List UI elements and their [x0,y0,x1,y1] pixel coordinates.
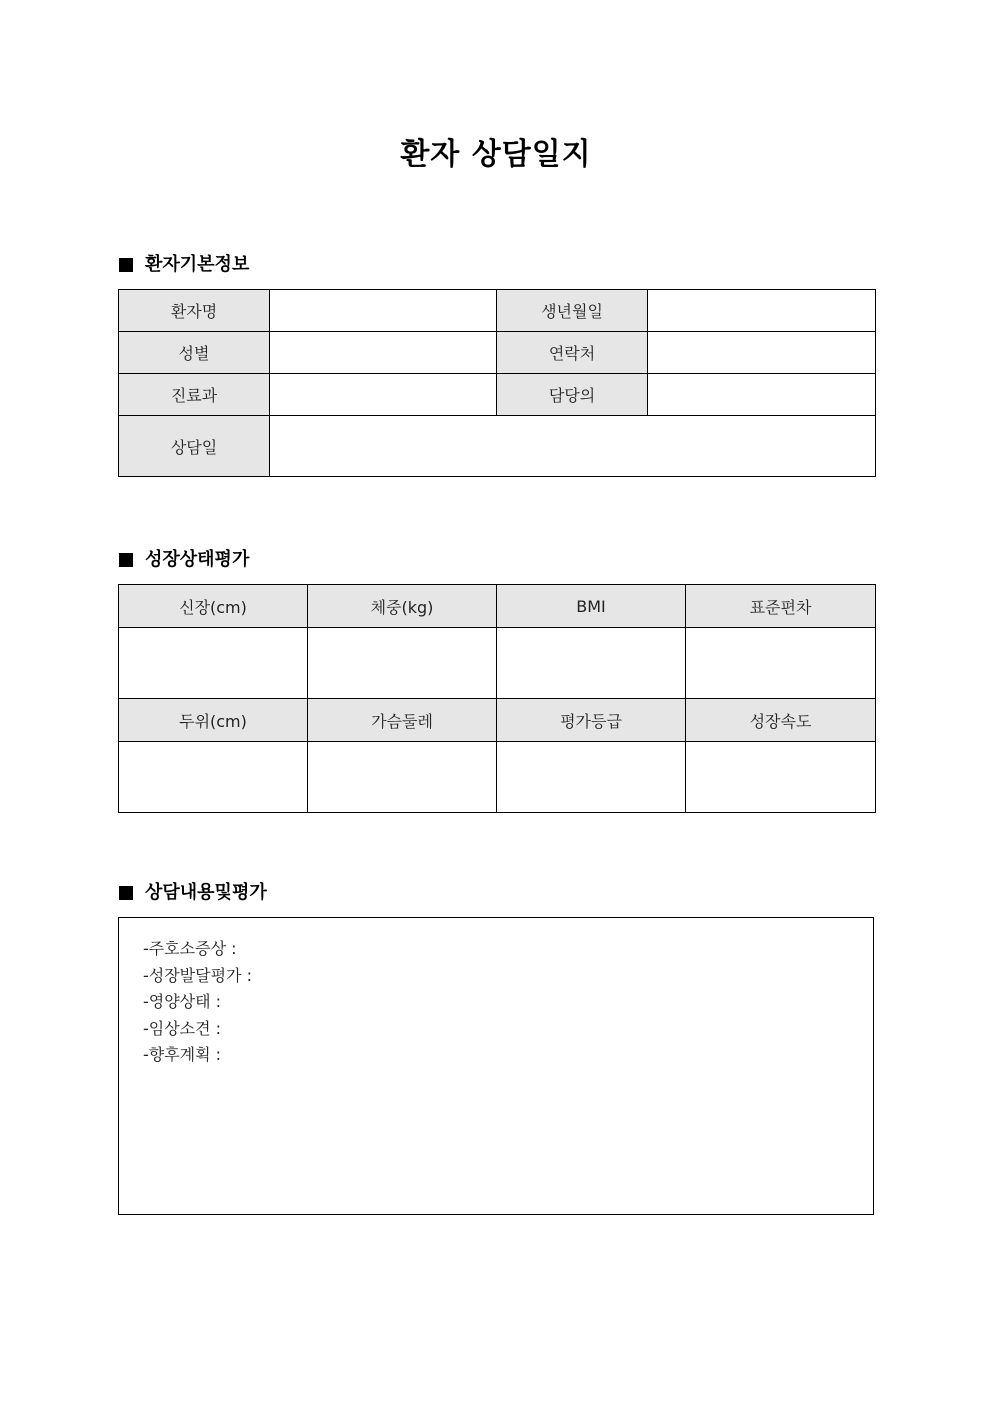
black-square-icon [119,553,133,567]
physician-label: 담당의 [497,374,648,416]
consult-date-label: 상담일 [119,416,270,477]
consult-date-field[interactable] [270,416,876,477]
clinical-findings-line: -임상소견 : [143,1018,222,1038]
table-row [119,628,876,699]
assessment-grade-label: 평가등급 [497,699,686,742]
gender-label: 성별 [119,332,270,374]
development-assessment-line: -성장발달평가 : [143,965,252,985]
section-heading-consultation [119,881,267,905]
bmi-field[interactable] [497,628,686,699]
patient-name-field[interactable] [270,290,497,332]
section-heading-patient-info [119,253,249,277]
future-plan-line: -향후계획 : [143,1045,222,1064]
standard-deviation-field[interactable] [686,628,876,699]
chest-circumference-label: 가슴둘레 [308,699,497,742]
gender-field[interactable] [270,332,497,374]
contact-field[interactable] [648,332,876,374]
growth-velocity-field[interactable] [686,742,876,813]
assessment-grade-field[interactable] [497,742,686,813]
department-field[interactable] [270,374,497,416]
head-circumference-field[interactable] [119,742,308,813]
growth-velocity-label: 성장속도 [686,699,876,742]
bmi-label: BMI [497,585,686,628]
chest-circumference-field[interactable] [308,742,497,813]
section-heading-label: 상담내용및평가 [145,882,267,903]
section-heading-label: 성장상태평가 [145,549,250,570]
birthdate-field[interactable] [648,290,876,332]
contact-label: 연락처 [497,332,648,374]
patient-info-table [118,289,876,477]
section-heading-label: 환자기본정보 [145,254,250,275]
consultation-notes-list [143,936,252,1069]
height-label: 신장(cm) [119,585,308,628]
weight-label: 체중(kg) [308,585,497,628]
page-title: 환자 상담일지 [400,137,592,172]
weight-field[interactable] [308,628,497,699]
standard-deviation-label: 표준편차 [686,585,876,628]
table-header-row [119,585,876,628]
section-heading-growth-assessment [119,548,249,572]
black-square-icon [119,886,133,900]
chief-complaint-line: -주호소증상 : [143,939,237,958]
table-header-row [119,699,876,742]
patient-name-label: 환자명 [119,290,270,332]
growth-assessment-table [118,584,876,813]
nutrition-status-line: -영양상태 : [143,992,222,1011]
department-label: 진료과 [119,374,270,416]
consultation-notes-box[interactable] [118,917,874,1215]
physician-field[interactable] [648,374,876,416]
head-circumference-label: 두위(cm) [119,699,308,742]
table-row [119,374,876,416]
table-row [119,416,876,477]
birthdate-label: 생년월일 [497,290,648,332]
table-row [119,742,876,813]
height-field[interactable] [119,628,308,699]
table-row [119,290,876,332]
table-row [119,332,876,374]
black-square-icon [119,258,133,272]
